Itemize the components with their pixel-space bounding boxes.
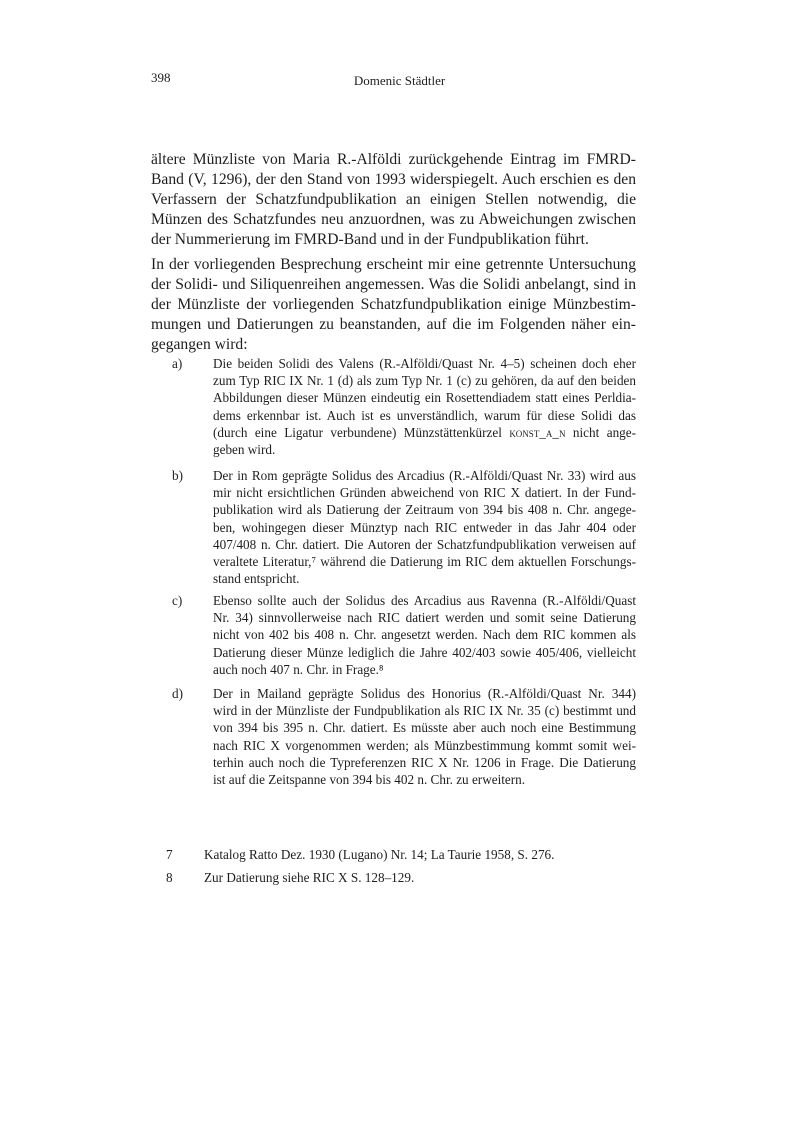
text-line: der Nummerierung im FMRD-Band und in der Fundpublikation führt. [151, 231, 589, 248]
list-item-body [213, 685, 636, 788]
text-line: gegangen wird: [151, 336, 248, 353]
text-line: veraltete Literatur,⁷ während die Datierung im RIC dem aktuellen Forschungs- [213, 554, 636, 570]
text-line: geben wird. [213, 442, 276, 458]
page-number: 398 [151, 70, 171, 85]
text-line: ist auf die Zeitspanne von 394 bis 402 n. Chr. zu erweitern. [213, 772, 526, 788]
text-line: mungen und Datierungen zu beanstanden, auf die im Folgenden näher ein- [151, 316, 636, 333]
text-line: der Münzliste der vorliegenden Schatzfundpublikation einige Münzbestim- [151, 296, 636, 313]
list-label: d) [172, 686, 183, 701]
text-line: (durch eine Ligatur verbundene) Münzstättenkürzel konst_a_n nicht ange- [213, 424, 636, 440]
running-header-author: Domenic Städtler [353, 73, 446, 88]
list-label: b) [172, 468, 183, 483]
list-label: a) [172, 356, 183, 371]
text-line: Nr. 34) sinnvollerweise nach RIC datiert werden und somit seine Datierung [213, 610, 636, 626]
paragraph [151, 150, 636, 250]
text-line: ben, wohingegen dieser Münztyp nach RIC entweder in das Jahr 404 oder [213, 519, 636, 535]
list-item-body [213, 592, 636, 678]
text-line: publikation wird als Datierung der Zeitraum von 394 bis 408 n. Chr. angege- [213, 502, 636, 518]
text-line: auch noch 407 n. Chr. in Frage.⁸ [213, 661, 384, 677]
text-line: Datierung dieser Münze lediglich die Jahre 402/403 sowie 405/406, vielleicht [213, 644, 636, 660]
text-line: zum Typ RIC IX Nr. 1 (d) als zum Typ Nr. 1 (c) zu gehören, da auf den beiden [213, 373, 636, 389]
paragraph [151, 255, 636, 355]
footnote-number: 7 [166, 847, 173, 862]
text-line: Die beiden Solidi des Valens (R.-Alföldi/Quast Nr. 4–5) scheinen doch eher [213, 356, 636, 371]
text-line: dems erkennbar ist. Auch ist es unverständlich, warum für diese Solidi das [213, 407, 636, 423]
text-line: von 394 bis 395 n. Chr. datiert. Es müsste aber auch noch eine Bestimmung [213, 720, 636, 736]
text-line: stand entspricht. [213, 571, 300, 587]
text-line: Ebenso sollte auch der Solidus des Arcadius aus Ravenna (R.-Alföldi/Quast [213, 593, 636, 608]
text-line: Münzen des Schatzfundes neu anzuordnen, was zu Abweichungen zwischen [151, 211, 636, 228]
text-line: wird in der Münzliste der Fundpublikation als RIC IX Nr. 35 (c) bestimmt und [213, 703, 636, 719]
text-line: nicht von 402 bis 408 n. Chr. angesetzt werden. Nach dem RIC kommen als [213, 627, 636, 643]
text-line: Der in Rom geprägte Solidus des Arcadius (R.-Alföldi/Quast Nr. 33) wird aus [213, 468, 636, 483]
footnote-number: 8 [166, 870, 173, 885]
text-line: Band (V, 1296), der den Stand von 1993 widerspiegelt. Auch erschien es den [151, 171, 636, 188]
list-item-body [213, 467, 636, 587]
text-line: In der vorliegenden Besprechung erscheint mir eine getrennte Untersuchung [151, 256, 636, 273]
text-line: Der in Mailand geprägte Solidus des Honorius (R.-Alföldi/Quast Nr. 344) [213, 686, 636, 701]
text-line: 407/408 n. Chr. datiert. Die Autoren der Schatzfundpublikation verweisen auf [213, 536, 636, 552]
list-label: c) [172, 593, 183, 608]
list-item-body [213, 355, 636, 458]
text-line: mir nicht ersichtlichen Gründen abweichend von RIC X datiert. In der Fund- [213, 485, 636, 501]
mint-mark: konst_a_n [509, 424, 566, 440]
text-line: nach RIC X vorgenommen werden; als Münzbestimmung kommt somit wei- [213, 737, 636, 753]
text-line: Abbildungen dieser Münzen eindeutig ein Rosettendiadem statt eines Perldia- [213, 390, 636, 406]
text-line: ältere Münzliste von Maria R.-Alföldi zurückgehende Eintrag im FMRD- [151, 151, 636, 168]
text-line: der Solidi- und Siliquenreihen angemessen. Was die Solidi anbelangt, sind in [151, 276, 636, 293]
footnote-text: Katalog Ratto Dez. 1930 (Lugano) Nr. 14; La Taurie 1958, S. 276. [204, 847, 555, 862]
text-line: Verfassern der Schatzfundpublikation an einigen Stellen notwendig, die [151, 191, 636, 208]
footnote-text: Zur Datierung siehe RIC X S. 128–129. [204, 870, 415, 885]
text-line: terhin auch noch die Typreferenzen RIC X Nr. 1206 in Frage. Die Datierung [213, 754, 636, 770]
